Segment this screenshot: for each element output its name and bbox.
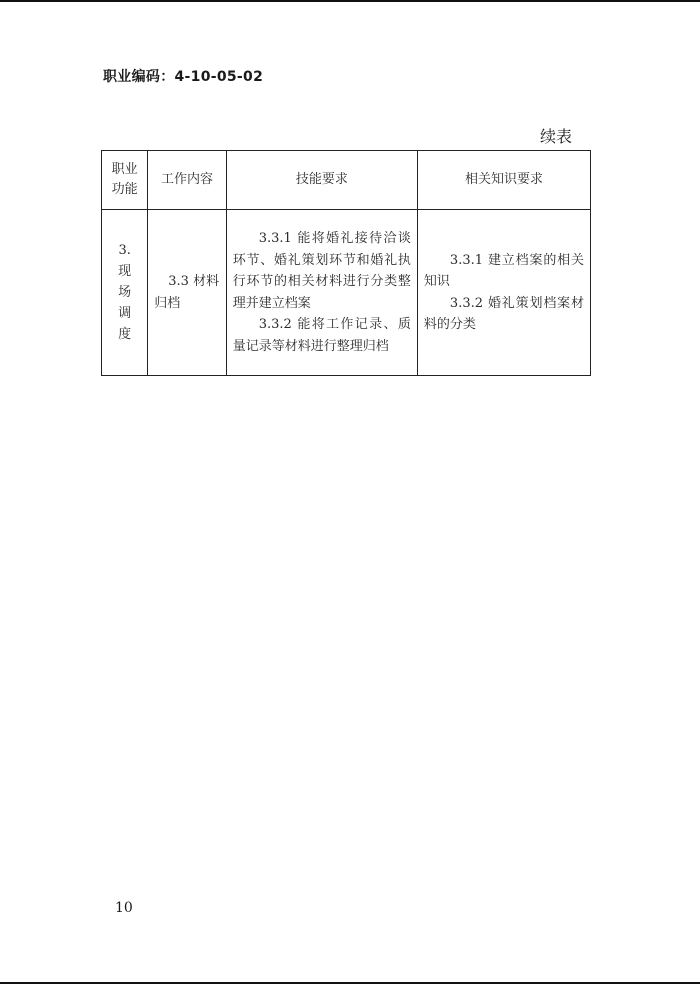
function-char: 场 [118,285,132,300]
column-header-function-line1: 职业 [111,162,138,177]
column-header-skills: 技能要求 [226,151,417,210]
function-char: 现 [118,264,132,279]
skill-item: 3.3.2 能将工作记录、质量记录等材料进行整理归档 [232,317,411,354]
work-content-line2: 归档 [154,295,181,311]
knowledge-item: 3.3.2 婚礼策划档案材料的分类 [423,295,584,332]
knowledge-item: 3.3.1 建立档案的相关知识 [423,252,584,289]
table-header-row [102,151,591,210]
knowledge-cell [417,210,590,376]
function-char: 度 [118,327,132,342]
column-header-work-content: 工作内容 [148,151,226,210]
continued-label: 续表 [540,127,573,146]
skills-standard-table [101,150,591,376]
column-header-function [102,151,148,210]
column-header-function-line2: 功能 [111,182,138,197]
work-content-line1: 3.3 材料 [168,273,220,289]
function-cell [102,210,148,376]
page-number: 10 [115,900,133,916]
skill-item: 3.3.1 能将婚礼接待洽谈环节、婚礼策划环节和婚礼执行环节的相关材料进行分类整理并建立档案 [232,231,411,311]
skills-cell [226,210,417,376]
page-top-rule [0,0,700,2]
function-char: 3. [118,243,131,258]
function-char: 调 [118,306,132,321]
occupation-code: 职业编码：4-10-05-02 [103,69,264,85]
column-header-knowledge: 相关知识要求 [417,151,590,210]
table-row [102,210,591,376]
work-content-cell [148,210,226,376]
